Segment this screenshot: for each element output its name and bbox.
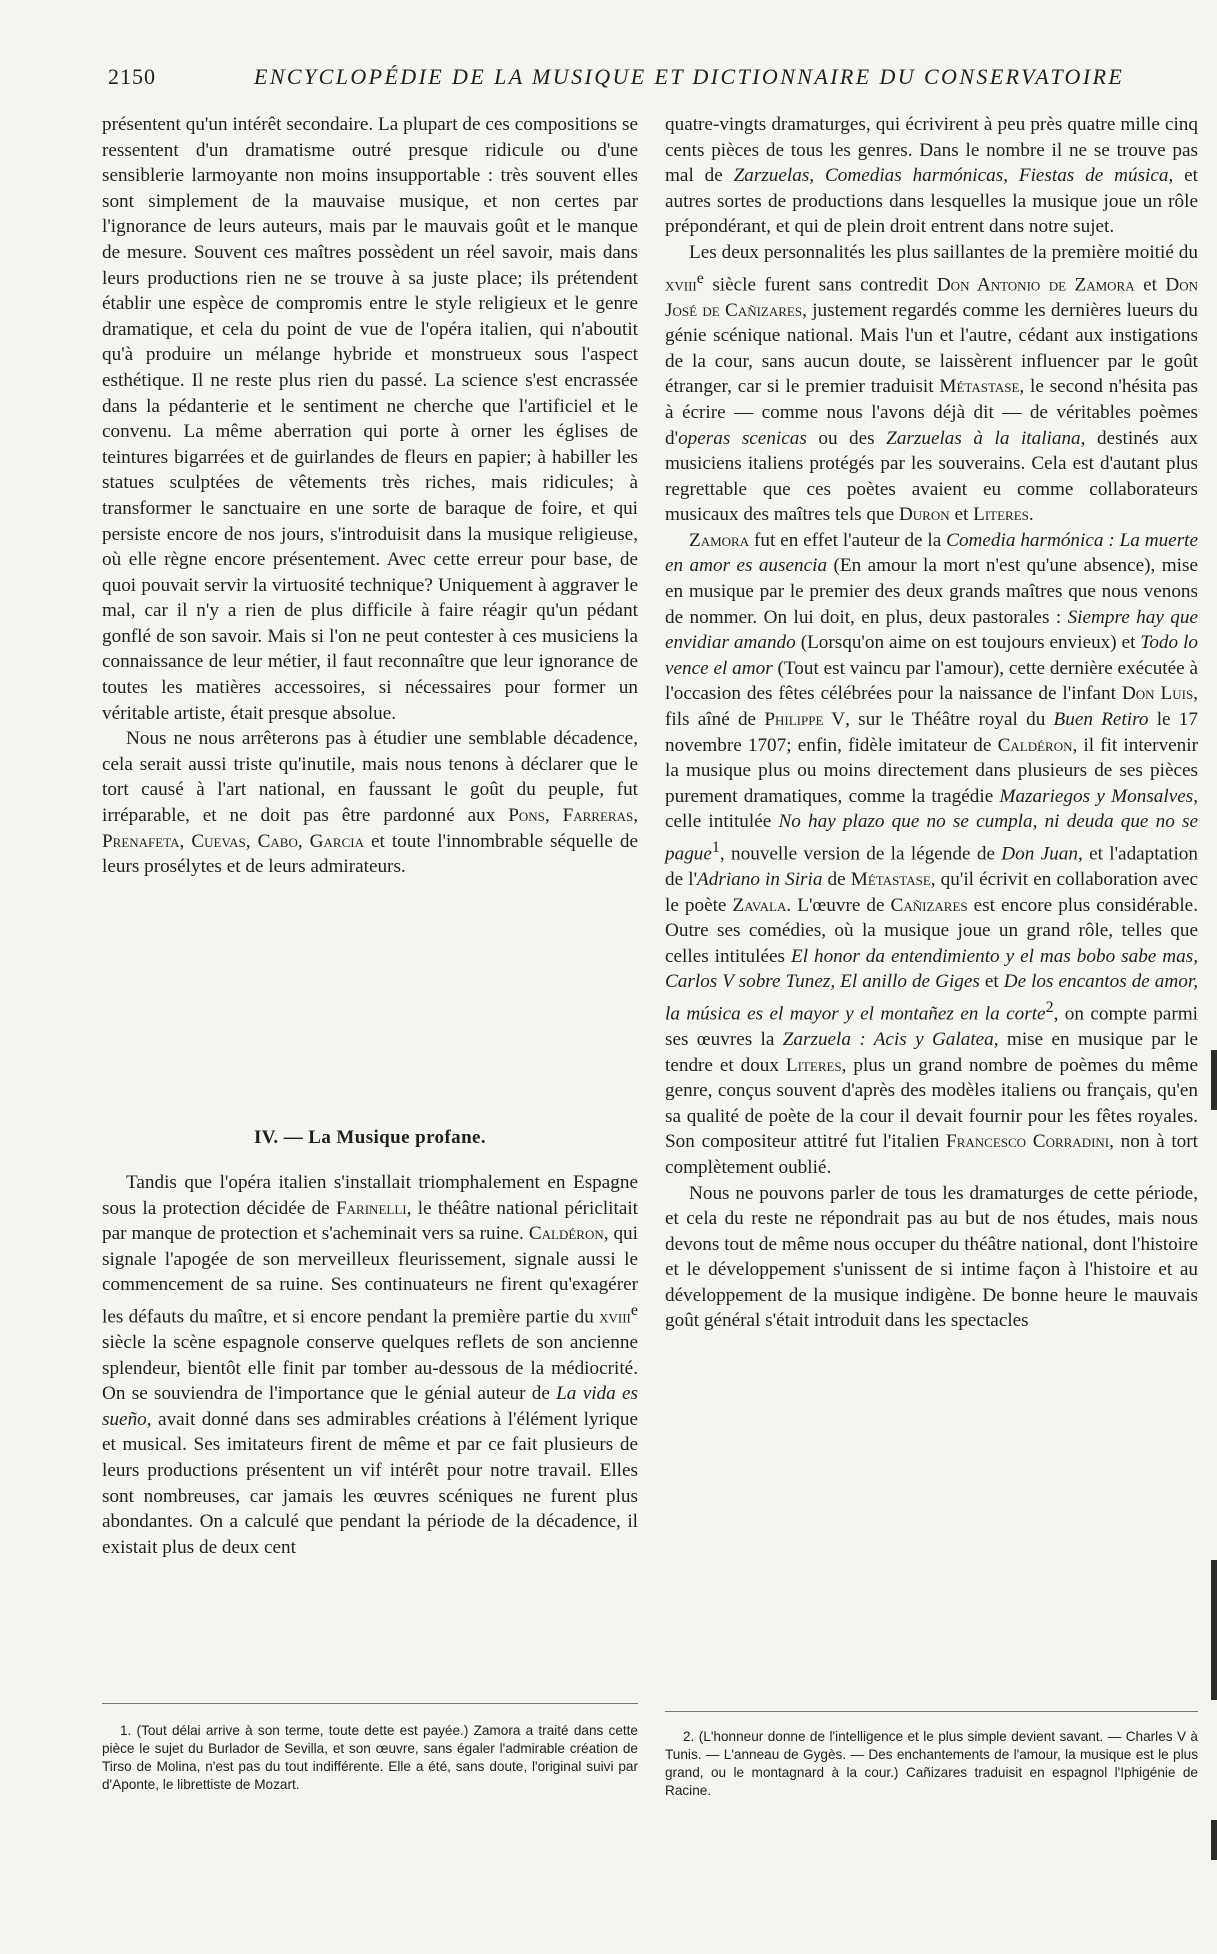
paragraph: Tandis que l'opéra italien s'installait triomphalement en Espagne sous la protection décidée de Farinelli, le théâtre national périclitait par manque de protection et s'acheminait vers sa ruine. Caldéron, qui signale l'apogée de son merveilleux fleurissement, signale aussi le commencement de sa ruine. Ses continuateurs ne firent qu'exagérer les défauts du maître, et si encore pendant la première partie du xviii$^e$ siècle la scène espagnole conserve quelques reflets de son ancienne splendeur, bientôt elle finit par tomber au-dessous de la médiocrité. On se souviendra de l'importance que le génial auteur de La vida es sueño, avait donné dans ses admirables créations à l'élément lyrique et musical. Ses imitateurs firent de même et par ce fait plusieurs de leurs productions présentent un vif intérêt pour notre travail. Elles sont nombreuses, car jamais les œuvres scéniques ne furent plus abondantes. On a calculé que pendant la période de la décadence, il existait plus de deux cent — [102, 1172, 639, 1558]
paragraph: présentent qu'un intérêt secondaire. La plupart de ces compositions se ressentent d'un dramatisme outré presque ridicule ou d'une sensiblerie larmoyante non moins insupportable : très souvent elles sont simplement de la mauvaise musique, et non certes par l'ignorance de leurs auteurs, mais par le mauvais goût et le manque de mesure. Souvent ces maîtres possèdent un réel savoir, mais dans leurs productions rien ne se trouve à sa juste place; ils prétendent établir une espèce de compromis entre le style religieux et le genre dramatique, et cela du point de vue de l'opéra italien, qui n'aboutit qu'à produire un mélange hybride et monstrueux sous l'aspect esthétique. Il ne reste plus rien du passé. La science s'est encrassée dans la pédanterie et le sentiment ne cherche que l'artificiel et le convenu. La même aberration qui porte à orner les églises de teintures bigarrées et de guirlandes de fleurs en papier; à habiller les statues sculptées de vêtements très riches, mais ridicules; à transformer le sanctuaire en une sorte de baraque de foire, et qui persiste encore de nos jours, s'introduisit dans la musique religieuse, où elle règne encore présentement. Avec cette erreur pour base, de quoi pouvait servir la virtuosité technique? Uniquement à aggraver le mal, car il n'y a rien de plus difficile à faire réagir qu'un pédant gonflé de son savoir. Mais si l'on ne peut contester à ces musiciens la connaissance de leur métier, il faut reconnaître que leur ignorance de toutes les matières accessoires, si nécessaires pour former un véritable artiste, était presque absolue. — [102, 114, 638, 724]
footnote-2: 2. (L'honneur donne de l'intelligence et le plus simple devient savant. — Charles V à Tunis. — L'anneau de Gygès. — Des enchantements de l'amour, la musique est le plus grand, ou le montagnard à la cour.) Cañizares traduisit en espagnol l'Iphigénie de Racine. — [665, 1729, 1198, 1798]
paragraph: quatre-vingts dramaturges, qui écrivirent à peu près quatre mille cinq cents pièces de tous les genres. Dans le nombre il ne se trouve pas mal de Zarzuelas, Comedias harmónicas, Fiestas de música, et autres sortes de productions dans lesquelles la musique joue un rôle prépondérant, et qui de plein droit entrent dans notre sujet. — [665, 114, 1198, 238]
scan-edge-mark — [1211, 1820, 1217, 1860]
footnote-rule — [665, 1711, 1198, 1712]
left-column-lower — [102, 1170, 638, 1560]
paragraph: Zamora fut en effet l'auteur de la Comedia harmónica : La muerte en amor es ausencia (En amour la mort n'est qu'une absence), mise en musique par le premier des deux grands maîtres que nous venons de nommer. On lui doit, en plus, deux pastorales : Siempre hay que envidiar amando (Lorsqu'on aime on est toujours envieux) et Todo lo vence el amor (Tout est vaincu par l'amour), cette dernière exécutée à l'occasion des fêtes célébrées pour la naissance de l'infant Don Luis, fils aîné de Philippe V, sur le Théâtre royal du Buen Retiro le 17 novembre 1707; enfin, fidèle imitateur de Caldéron, il fit intervenir la musique plus ou moins directement dans plusieurs de ses pièces purement dramatiques, comme la tragédie Mazariegos y Monsalves, celle intitulée No hay plazo que no se cumpla, ni deuda que no se pague$^1$, nouvelle version de la légende de Don Juan, et l'adaptation de l'Adriano in Siria de Métastase, qu'il écrivit en collaboration avec le poète Zavala. L'œuvre de Cañizares est encore plus considérable. Outre ses comédies, où la musique joue un grand rôle, telles que celles intitulées El honor da entendimiento y el mas bobo sabe mas, Carlos V sobre Tunez, El anillo de Giges et De los encantos de amor, la música es el mayor y el montañez en la corte$^2$, on compte parmi ses œuvres la Zarzuela : Acis y Galatea, mise en musique par le tendre et doux Literes, plus un grand nombre de poèmes du même genre, conçus souvent d'après des modèles italiens ou français, qu'en sa qualité de poète de la cour il devait fournir pour les fêtes royales. Son compositeur attitré fut l'italien Francesco Corradini, non à tort complètement oublié. — [665, 529, 1199, 1178]
paragraph: Nous ne pouvons parler de tous les dramaturges de cette période, et cela du reste ne répondrait pas au but de nos études, mais nous devons tout de même nous occuper du théâtre national, dont l'histoire et le développement s'unissent de si intime façon à l'histoire et au développement de la musique indigène. De bonne heure le mauvais goût général s'était introduit dans les spectacles — [665, 1182, 1198, 1332]
scan-edge-mark — [1211, 1050, 1217, 1110]
footnote-rule — [102, 1703, 638, 1704]
right-column — [665, 112, 1198, 1334]
left-column — [102, 112, 638, 880]
scan-edge-mark — [1211, 1560, 1217, 1700]
paragraph: Les deux personnalités les plus saillantes de la première moitié du xviii$^e$ siècle furent sans contredit Don Antonio de Zamora et Don José de Cañizares, justement regardés comme les dernières lueurs du génie scénique national. Mais l'un et l'autre, cédant aux instigations de la cour, sans aucun doute, se laissèrent influencer par le goût étranger, car si le premier traduisit Métastase, le second n'hésita pas à écrire — comme nous l'avons déjà dit — de véritables poèmes d'operas scenicas ou des Zarzuelas à la italiana, destinés aux musiciens italiens protégés par les souverains. Cela est d'autant plus regrettable que ces poètes avaient eu comme collaborateurs musicaux des maîtres tels que Duron et Literes. — [665, 241, 1198, 526]
page-number: 2150 — [108, 64, 156, 89]
section-heading: IV. — La Musique profane. — [253, 1127, 487, 1148]
running-header — [104, 64, 1194, 96]
running-title: ENCYCLOPÉDIE DE LA MUSIQUE ET DICTIONNAIRE DU CONSERVATOIRE — [254, 64, 1125, 89]
paragraph: Nous ne nous arrêterons pas à étudier une semblable décadence, cela serait aussi triste qu'inutile, mais nous tenons à déclarer que le tort causé à l'art national, en faussant le goût du peuple, fut irréparable, et ne doit pas être pardonné aux Pons, Farreras, Prenafeta, Cuevas, Cabo, Garcia et toute l'innombrable séquelle de leurs prosélytes et de leurs admirateurs. — [102, 728, 638, 878]
footnote-1: 1. (Tout délai arrive à son terme, toute dette est payée.) Zamora a traité dans cette pièce le sujet du Burlador de Sevilla, et son œuvre, sans égaler l'admirable création de Tirso de Molina, n'est pas du tout indifférente. Elle a été, sans doute, l'original suivi par d'Aponte, le librettiste de Mozart. — [102, 1723, 638, 1792]
